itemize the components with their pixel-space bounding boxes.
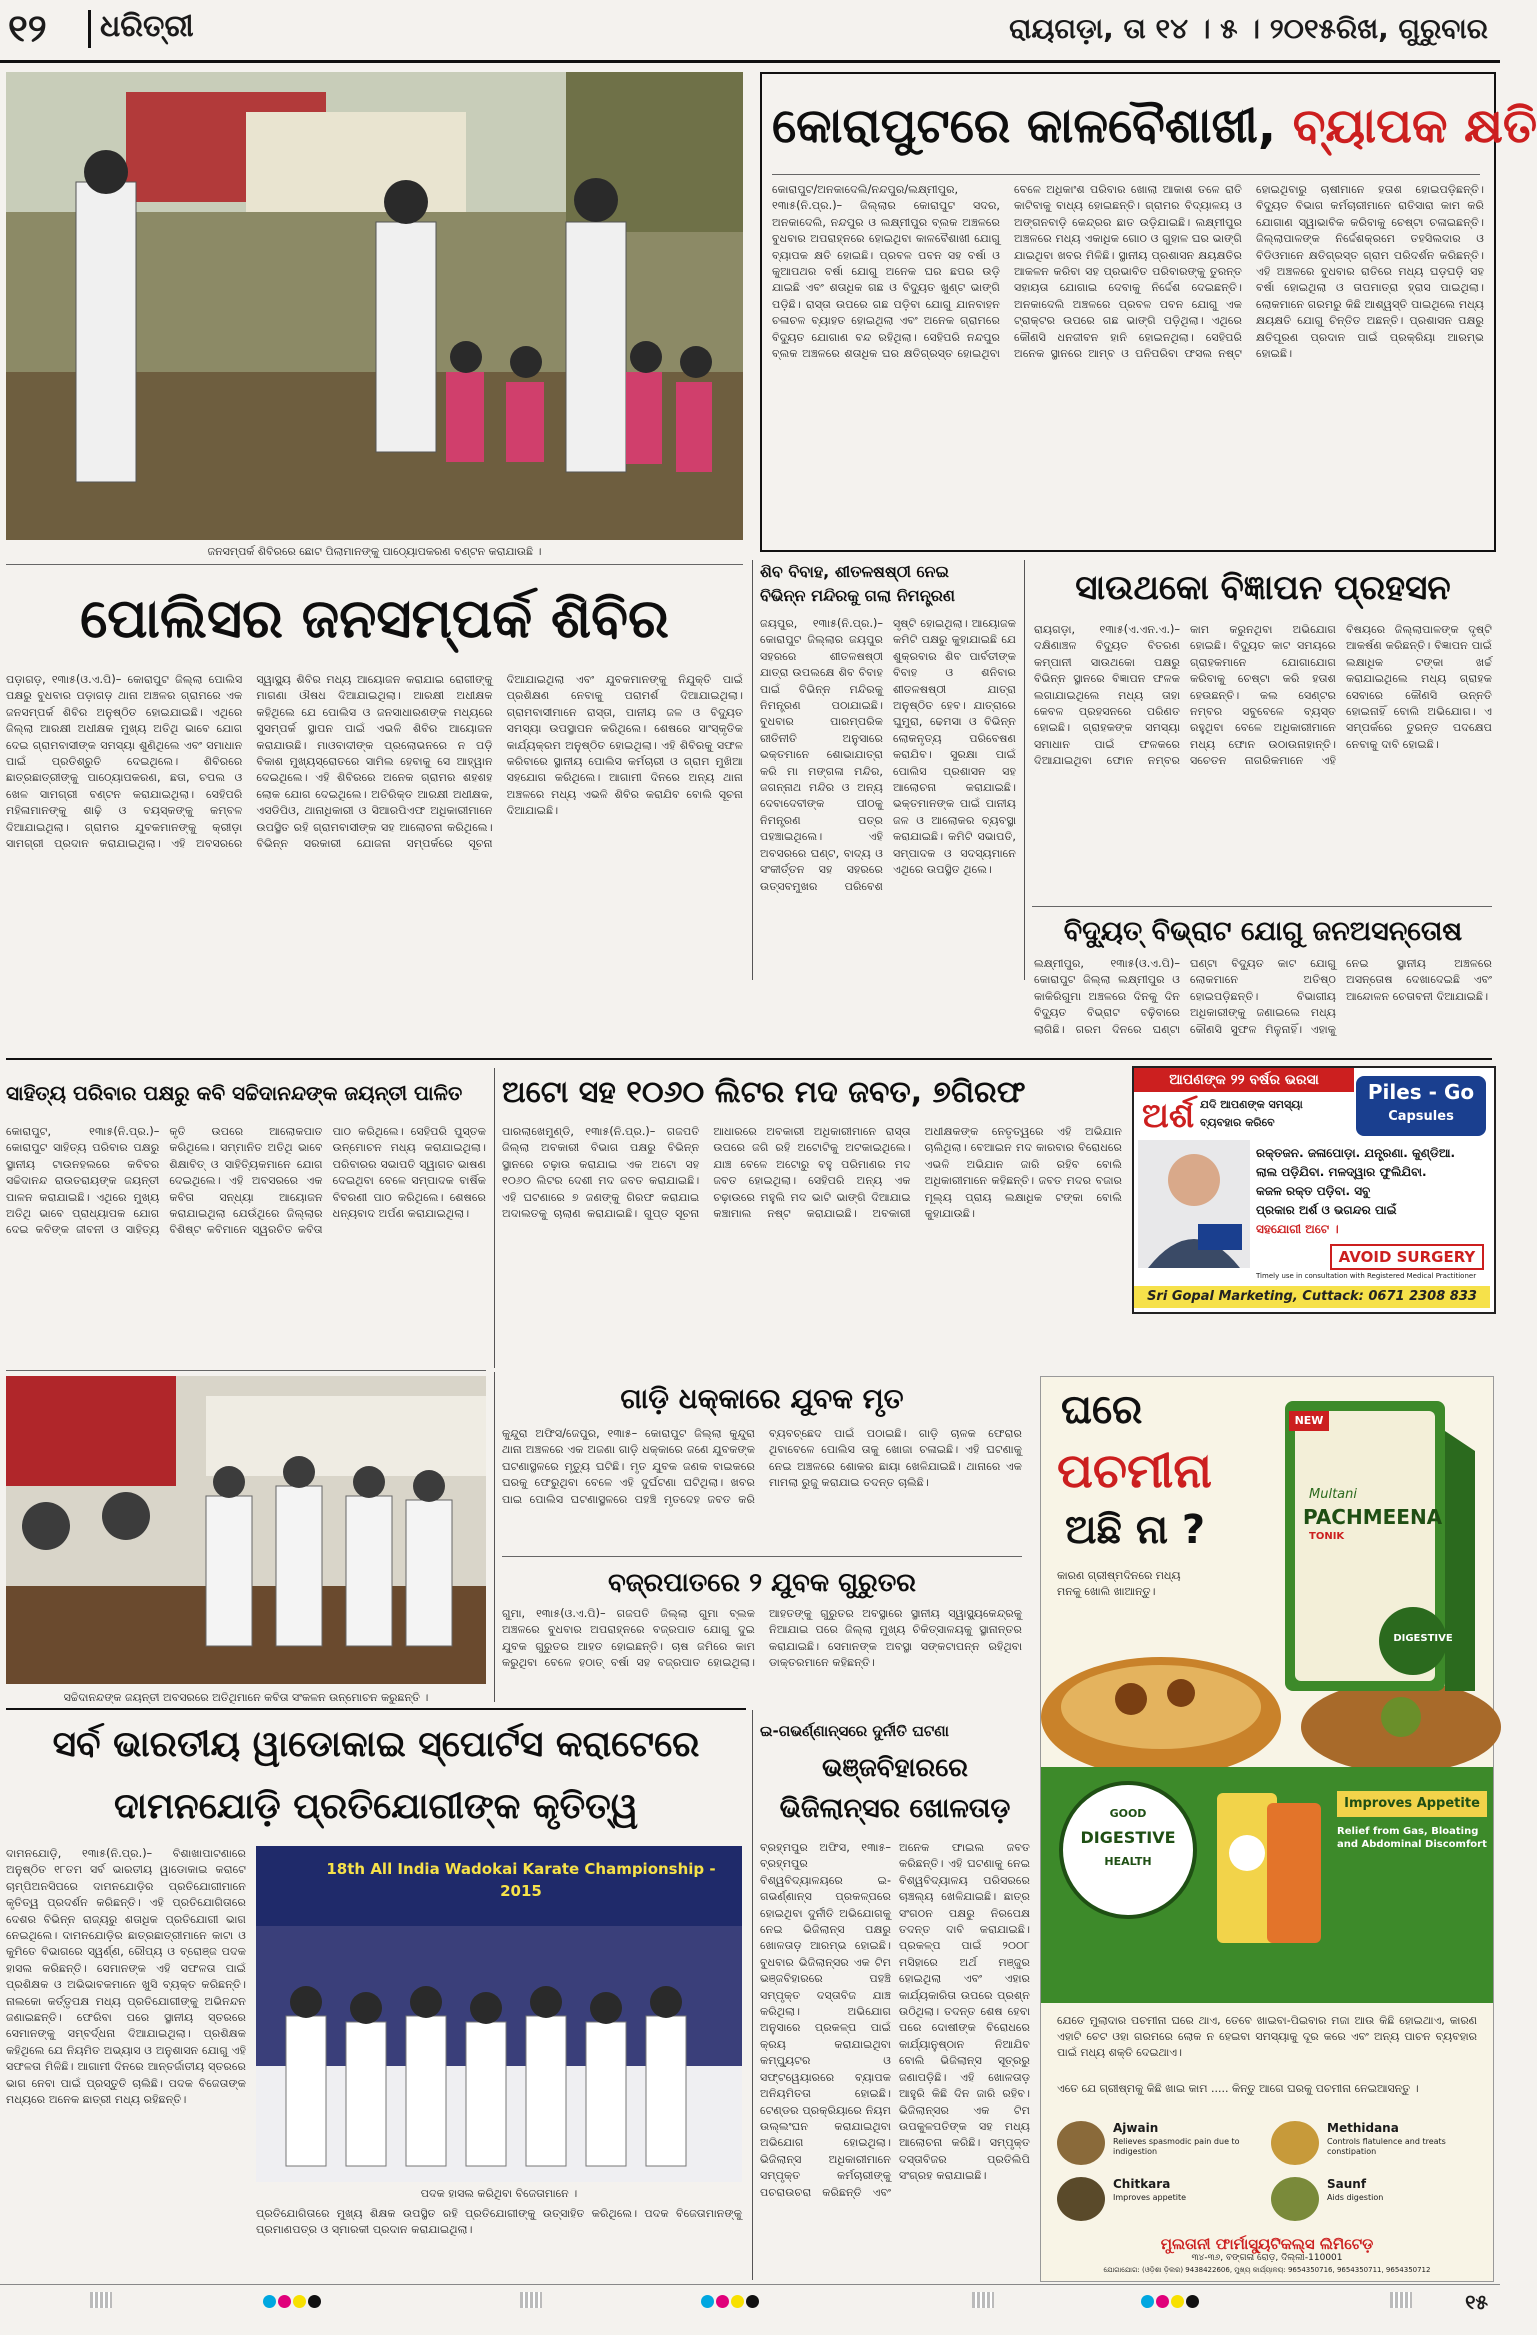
herb-ajwain-swatch [1057, 2121, 1105, 2165]
crop-mark-2 [520, 2292, 542, 2308]
karate-photo [256, 1846, 742, 2182]
piles-ad-distributor: Sri Gopal Marketing, Cuttack: 0671 2308 833 [1134, 1286, 1490, 1308]
pachmeena-body2: ଏତେ ଯେ ଗ୍ରୀଷ୍ମକୁ କିଛି ଖାଇ କାମ ..... କିନ୍ତୁ ଆଗେ ଘରକୁ ପଚମୀନା ନେଇଆସନ୍ତୁ । [1057, 2082, 1419, 2095]
piles-ad-brand-box [1356, 1076, 1486, 1136]
sahitya-photo [6, 1376, 486, 1684]
pachmeena-address: ୩୪-୩୬, ବଙ୍ଗଳା ରୋଡ଼, ଦିଲ୍ଲୀ-110001 [1191, 2253, 1343, 2263]
karate-headline [6, 1714, 746, 1840]
footer-page-number: ୧୫ [1465, 2290, 1488, 2314]
color-registration-mark-1 [262, 2293, 322, 2312]
piles-ad-sub1: ଯଦି ଆପଣଙ୍କ ସମସ୍ୟା [1200, 1098, 1303, 1111]
power-headline: ବିଦ୍ୟୁତ୍‌ ବିଭ୍ରାଟ ଯୋଗୁ ଜନଅସନ୍ତୋଷ [1063, 916, 1463, 947]
piles-ad-symptom-3: କଜଳ ରକ୍ତ ପଡ଼ିବା. ସବୁ [1256, 1184, 1371, 1198]
masthead-rule [0, 60, 1500, 63]
pachmeena-seal-2: GOOD [1109, 1807, 1147, 1820]
karate-photo-banner: 18th All India Wadokai Karate Championship - 2015 [326, 1860, 716, 1900]
herb-chitkara-swatch [1057, 2177, 1105, 2221]
col-divider-right [1024, 560, 1025, 980]
herb-methidana [1271, 2117, 1477, 2169]
pachmeena-contact: ଯୋଗାଯୋଗ: (ଓଡ଼ିଶା ଡ଼ିଲର) 9438422606, ମୁଖ୍ୟ କାର୍ଯ୍ୟାଳୟ: 9654350716, 9654350711, 9654350712 [1103, 2266, 1431, 2274]
pachmeena-brand-2: PACHMEENA [1303, 1505, 1443, 1529]
police-camp-photo [6, 72, 743, 540]
karate-body2: ପ୍ରତିଯୋଗିତାରେ ମୁଖ୍ୟ ଶିକ୍ଷକ ଉପସ୍ଥିତ ରହି ପ୍ରତିଯୋଗୀଙ୍କୁ ଉତ୍ସାହିତ କରିଥିଲେ। ପଦକ ବିଜେତାମାନଙ୍କୁ ପ୍ରମାଣପତ୍ର ଓ ସ୍ମାରକୀ ପ୍ରଦାନ କରାଯାଇଥିଲା। [256, 2207, 742, 2237]
pachmeena-brand-1: Multani [1309, 1487, 1357, 1502]
pachmeena-tag-new: NEW [1289, 1411, 1329, 1431]
accident-headline: ଗାଡ଼ି ଧକ୍କାରେ ଯୁବକ ମୃତ [620, 1382, 904, 1415]
paper-name: ଧରିତ୍ରୀ [100, 9, 194, 44]
piles-ad-symbol: ଅର୍ଶ [1142, 1096, 1195, 1136]
middle-section-rule [6, 1058, 1492, 1060]
pachmeena-herbs [1057, 2117, 1477, 2227]
pachmeena-sub-1: କାରଣ ଗ୍ରୀଷ୍ମଦିନରେ ମଧ୍ୟ [1057, 1569, 1181, 1582]
herb-chitkara [1057, 2173, 1263, 2225]
herb-saunf-name: Saunf [1327, 2177, 1367, 2191]
shiva-body: ଜୟପୁର, ୧୩ା୫(ନି.ପ୍ର.)– କୋରାପୁଟ ଜିଲ୍ଲାର ଜୟପୁର ସହରରେ ଶୀତଳଷଷ୍ଠୀ ଯାତ୍ରା ଉପଲକ୍ଷେ ଶିବ ବିବାହ ପାଇଁ ବିଭିନ୍ନ ମନ୍ଦିରକୁ ନିମନ୍ତ୍ରଣ ପଠାଯାଇଛି। ବୁଧବାର ପାରମ୍ପରିକ ରୀତିନୀତି ଅନୁସାରେ ଭକ୍ତମାନେ ଶୋଭାଯାତ୍ରା କରି ମା ମଙ୍ଗଳା ମନ୍ଦିର, ଜଗନ୍ନାଥ ମନ୍ଦିର ଓ ଅନ୍ୟ ଦେବାଦେବୀଙ୍କ ପୀଠକୁ ନିମନ୍ତ୍ରଣ ପତ୍ର ପହଞ୍ଚାଇଥିଲେ। ଏହି ଅବସରରେ ଘଣ୍ଟ, ବାଦ୍ୟ ଓ ସଂକୀର୍ତ୍ତନ ସହ ସହରରେ ଉତ୍ସବମୁଖର ପରିବେଶ ସୃଷ୍ଟି ହୋଇଥିଲା। ଆୟୋଜକ କମିଟି ପକ୍ଷରୁ କୁହାଯାଇଛି ଯେ ଶୁକ୍ରବାର ଶିବ ପାର୍ବତୀଙ୍କ ବିବାହ ଓ ଶନିବାର ଶୀତଳଷଷ୍ଠୀ ଯାତ୍ରା ଅନୁଷ୍ଠିତ ହେବ। ଯାତ୍ରାରେ ଘୁମୁରା, ଢେମସା ଓ ବିଭିନ୍ନ ଲୋକନୃତ୍ୟ ପରିବେଷଣ କରାଯିବ। ସୁରକ୍ଷା ପାଇଁ ପୋଲିସ ପ୍ରଶାସନ ସହ ଆଲୋଚନା କରାଯାଇଛି। ଭକ୍ତମାନଙ୍କ ପାଇଁ ପାନୀୟ ଜଳ ଓ ଆଲୋକର ବ୍ୟବସ୍ଥା କରାଯାଇଛି। କମିଟି ସଭାପତି, ସମ୍ପାଦକ ଓ ସଦସ୍ୟମାନେ ଏଥିରେ ଉପସ୍ଥିତ ଥିଲେ। [760, 617, 1016, 893]
police-camp-body: ପଡ଼ାଗଡ଼, ୧୩ା୫(ଓ.ଏ.ପି)– କୋରାପୁଟ ଜିଲ୍ଲା ପୋଲିସ ପକ୍ଷରୁ ବୁଧବାର ପଡ଼ାଗଡ଼ ଥାନା ଅଞ୍ଚଳର ଗ୍ରାମରେ ଏକ ଜନସମ୍ପର୍କ ଶିବିର ଅନୁଷ୍ଠିତ ହୋଇଯାଇଛି। ଏଥିରେ ଜିଲ୍ଲା ଆରକ୍ଷୀ ଅଧୀକ୍ଷକ ମୁଖ୍ୟ ଅତିଥି ଭାବେ ଯୋଗ ଦେଇ ଗ୍ରାମବାସୀଙ୍କ ସମସ୍ୟା ଶୁଣିଥିଲେ ଏବଂ ସମାଧାନ ପାଇଁ ପ୍ରତିଶ୍ରୁତି ଦେଇଥିଲେ। ଶିବିରରେ ଛାତ୍ରଛାତ୍ରୀଙ୍କୁ ପାଠ୍ୟୋପକରଣ, ଛତା, ଚପଲ ଓ ଖେଳ ସାମଗ୍ରୀ ବଣ୍ଟନ କରାଯାଇଥିଲା। ସେହିପରି ମହିଳାମାନଙ୍କୁ ଶାଢ଼ି ଓ ବୟସ୍କଙ୍କୁ କମ୍ବଳ ଦିଆଯାଇଥିଲା। ଗ୍ରାମର ଯୁବକମାନଙ୍କୁ କ୍ରୀଡ଼ା ସାମଗ୍ରୀ ପ୍ରଦାନ କରାଯାଇଥିଲା। ଏହି ଅବସରରେ ସ୍ୱାସ୍ଥ୍ୟ ଶିବିର ମଧ୍ୟ ଆୟୋଜନ କରାଯାଇ ରୋଗୀଙ୍କୁ ମାଗଣା ଔଷଧ ଦିଆଯାଇଥିଲା। ଆରକ୍ଷୀ ଅଧୀକ୍ଷକ କହିଥିଲେ ଯେ ପୋଲିସ ଓ ଜନସାଧାରଣଙ୍କ ମଧ୍ୟରେ ସୁସମ୍ପର୍କ ସ୍ଥାପନ ପାଇଁ ଏଭଳି ଶିବିର ଆୟୋଜନ କରାଯାଉଛି। ମାଓବାଦୀଙ୍କ ପ୍ରଲୋଭନରେ ନ ପଡ଼ି ବିକାଶ ମୁଖ୍ୟସ୍ରୋତରେ ସାମିଲ ହେବାକୁ ସେ ଆହ୍ୱାନ ଦେଇଥିଲେ। ଏହି ଶିବିରରେ ଅନେକ ଗ୍ରାମର ଶହଶହ ଲୋକ ଯୋଗ ଦେଇଥିଲେ। ଅତିରିକ୍ତ ଆରକ୍ଷୀ ଅଧୀକ୍ଷକ, ଏସଡିପିଓ, ଥାନାଧିକାରୀ ଓ ସିଆରପିଏଫ ଅଧିକାରୀମାନେ ଉପସ୍ଥିତ ରହି ଗ୍ରାମବାସୀଙ୍କ ସହ ଆଲୋଚନା କରିଥିଲେ। ବିଭିନ୍ନ ସରକାରୀ ଯୋଜନା ସମ୍ପର୍କରେ ସୂଚନା ଦିଆଯାଇଥିଲା ଏବଂ ଯୁବକମାନଙ୍କୁ ନିଯୁକ୍ତି ପାଇଁ ପ୍ରଶିକ୍ଷଣ ନେବାକୁ ପରାମର୍ଶ ଦିଆଯାଇଥିଲା। ଗ୍ରାମବାସୀମାନେ ରାସ୍ତା, ପାନୀୟ ଜଳ ଓ ବିଦ୍ୟୁତ ସମସ୍ୟା ଉପସ୍ଥାପନ କରିଥିଲେ। ଶେଷରେ ସାଂସ୍କୃତିକ କାର୍ଯ୍ୟକ୍ରମ ଅନୁଷ୍ଠିତ ହୋଇଥିଲା। ଏହି ଶିବିରକୁ ସଫଳ କରିବାରେ ସ୍ଥାନୀୟ ପୋଲିସ କର୍ମଚାରୀ ଓ ଗ୍ରାମ ମୁଖିଆ ସହଯୋଗ କରିଥିଲେ। ଆଗାମୀ ଦିନରେ ଅନ୍ୟ ଥାନା ଅଞ୍ଚଳରେ ମଧ୍ୟ ଏଭଳି ଶିବିର କରାଯିବ ବୋଲି ସୂଚନା ଦିଆଯାଇଛି। [6, 673, 743, 851]
shiva-headline-line2: ବିଭିନ୍ନ ମନ୍ଦିରକୁ ଗଲା ନିମନ୍ତ୍ରଣ [760, 586, 955, 605]
signboard-headline: ସାଉଥକୋ ବିଜ୍ଞାପନ ପ୍ରହସନ [1075, 568, 1451, 608]
col-divider-corruption [752, 1710, 753, 2280]
col-divider-accident [494, 1372, 495, 1702]
piles-ad-brand-sub: Capsules [1388, 1109, 1454, 1124]
pachmeena-bottle-image [1275, 1391, 1487, 1701]
piles-ad-symptom-1: ରକ୍ତଜନ. ଜଳାପୋଡ଼ା. ଯନ୍ତ୍ରଣା. କୁଣ୍ଡିଆ. [1256, 1146, 1455, 1160]
pachmeena-seal-4: HEALTH [1104, 1855, 1152, 1868]
cyclone-headline [772, 88, 1537, 164]
lightning-headline: ବଜ୍ରପାତରେ ୨ ଯୁବକ ଗୁରୁତର [607, 1568, 917, 1598]
piles-ad-symptom-4: ପ୍ରକାର ଅର୍ଶ ଓ ଭଗନ୍ଦର ପାଇଁ [1256, 1203, 1397, 1217]
karate-photo-caption: ପଦକ ହାସଲ କରିଥିବା ବିଜେତାମାନେ । [420, 2187, 578, 2200]
herb-ajwain [1057, 2117, 1263, 2169]
crop-mark-3 [972, 2292, 994, 2308]
lightning-top-rule [502, 1556, 1022, 1557]
liquor-headline: ଅଟୋ ସହ ୧୦୬୦ ଲିଟର ମଦ ଜବତ, ୭ଗିରଫ [502, 1075, 1026, 1110]
lightning-body: ଗୁମା, ୧୩ା୫(ଓ.ଏ.ପି)– ଗଜପତି ଜିଲ୍ଲା ଗୁମା ବ୍ଲକ ଅଞ୍ଚଳରେ ବୁଧବାର ଅପରାହ୍ନରେ ବଜ୍ରପାତ ଯୋଗୁ ଦୁଇ ଯୁବକ ଗୁରୁତର ଆହତ ହୋଇଛନ୍ତି। ଚାଷ ଜମିରେ କାମ କରୁଥିବା ବେଳେ ହଠାତ୍ ବର୍ଷା ସହ ବଜ୍ରପାତ ହୋଇଥିଲା। ଆହତଙ୍କୁ ଗୁରୁତର ଅବସ୍ଥାରେ ସ୍ଥାନୀୟ ସ୍ୱାସ୍ଥ୍ୟକେନ୍ଦ୍ରକୁ ନିଆଯାଇ ପରେ ଜିଲ୍ଲା ମୁଖ୍ୟ ଚିକିତ୍ସାଳୟକୁ ସ୍ଥାନାନ୍ତର କରାଯାଇଛି। ସେମାନଙ୍କ ଅବସ୍ଥା ସଙ୍କଟାପନ୍ନ ରହିଥିବା ଡାକ୍ତରମାନେ କହିଛନ୍ତି। [502, 1607, 1022, 1670]
piles-ad-symptom-5: ସହଯୋଗୀ ଅଟେ । [1256, 1222, 1339, 1236]
signboard-body: ରାୟଗଡ଼ା, ୧୩ା୫(ଏ.ଏନ.ଏ.)– ଦକ୍ଷିଣାଞ୍ଚଳ ବିଦ୍ୟୁତ ବିତରଣ କମ୍ପାନୀ ସାଉଥକୋ ପକ୍ଷରୁ ବିଭିନ୍ନ ସ୍ଥାନରେ ବିଜ୍ଞାପନ ଫଳକ ଲଗାଯାଇଥିଲେ ମଧ୍ୟ ତାହା କେବଳ ପ୍ରହସନରେ ପରିଣତ ହୋଇଛି। ଗ୍ରାହକଙ୍କ ସମସ୍ୟା ସମାଧାନ ପାଇଁ ଫଳକରେ ଦିଆଯାଇଥିବା ଫୋନ ନମ୍ବର କାମ କରୁନଥିବା ଅଭିଯୋଗ ହୋଇଛି। ବିଦ୍ୟୁତ କାଟ ସମୟରେ ଗ୍ରାହକମାନେ ଯୋଗାଯୋଗ କରିବାକୁ ଚେଷ୍ଟା କରି ହତାଶ ହେଉଛନ୍ତି। କଲ ସେଣ୍ଟର ନମ୍ବର ସବୁବେଳେ ବ୍ୟସ୍ତ ରହୁଥିବା ବେଳେ ଅଧିକାରୀମାନେ ମଧ୍ୟ ଫୋନ ଉଠାଉନାହାନ୍ତି। ସଚେତନ ନାଗରିକମାନେ ଏହି ବିଷୟରେ ଜିଲ୍ଲାପାଳଙ୍କ ଦୃଷ୍ଟି ଆକର୍ଷଣ କରିଛନ୍ତି। ବିଜ୍ଞାପନ ପାଇଁ ଲକ୍ଷାଧିକ ଟଙ୍କା ଖର୍ଚ୍ଚ କରାଯାଇଥିଲେ ମଧ୍ୟ ଗ୍ରାହକ ସେବାରେ କୌଣସି ଉନ୍ନତି ହୋଇନାହିଁ ବୋଲି ଅଭିଯୋଗ। ଏ ସମ୍ପର୍କରେ ତୁରନ୍ତ ପଦକ୍ଷେପ ନେବାକୁ ଦାବି ହୋଇଛି। [1034, 623, 1492, 768]
pachmeena-seal-digestive [1059, 1781, 1197, 1919]
corruption-headline-line1: ଭଞ୍ଜବିହାରରେ [822, 1753, 968, 1783]
piles-go-ad [1132, 1066, 1496, 1314]
herb-methidana-desc: Controls flatulence and treats constipation [1327, 2137, 1446, 2156]
pachmeena-seal-1: DIGESTIVE [1393, 1633, 1453, 1644]
page-number: ୧୨ [8, 6, 47, 50]
piles-ad-fine-print: Timely use in consultation with Registered Medical Practitioner [1256, 1272, 1477, 1280]
sahitya-body: କୋରାପୁଟ, ୧୩ା୫(ନି.ପ୍ର.)– କୋରାପୁଟ ସାହିତ୍ୟ ପରିବାର ପକ୍ଷରୁ ସ୍ଥାନୀୟ ଟାଉନହଲରେ କବିବର ସଚ୍ଚିଦାନନ୍ଦ ରାଉତରାୟଙ୍କ ଜୟନ୍ତୀ ପାଳନ କରାଯାଇଛି। ଏଥିରେ ମୁଖ୍ୟ ଅତିଥି ଭାବେ ପ୍ରାଧ୍ୟାପକ ଯୋଗ ଦେଇ କବିଙ୍କ ଜୀବନୀ ଓ ସାହିତ୍ୟ କୃତି ଉପରେ ଆଲୋକପାତ କରିଥିଲେ। ସମ୍ମାନିତ ଅତିଥି ଭାବେ ଶିକ୍ଷାବିତ୍ ଓ ସାହିତ୍ୟିକମାନେ ଯୋଗ ଦେଇଥିଲେ। ଏହି ଅବସରରେ ଏକ କବିତା ସନ୍ଧ୍ୟା ଆୟୋଜନ କରାଯାଇଥିଲା ଯେଉଁଥିରେ ଜିଲ୍ଲାର ବିଶିଷ୍ଟ କବିମାନେ ସ୍ୱରଚିତ କବିତା ପାଠ କରିଥିଲେ। ସେହିପରି ପୁସ୍ତକ ଉନ୍ମୋଚନ ମଧ୍ୟ କରାଯାଇଥିଲା। ପରିବାରର ସଭାପତି ସ୍ୱାଗତ ଭାଷଣ ଦେଇଥିବା ବେଳେ ସମ୍ପାଦକ ବାର୍ଷିକ ବିବରଣୀ ପାଠ କରିଥିଲେ। ଶେଷରେ ଧନ୍ୟବାଦ ଅର୍ପଣ କରାଯାଇଥିଲା। [6, 1125, 486, 1237]
pachmeena-headline-1: ଘରେ [1061, 1387, 1143, 1433]
cyclone-rule [772, 174, 1480, 175]
police-top-rule [6, 564, 743, 565]
pachmeena-body: ଯେତେ ମୁଲାଦାର ପଚମୀନା ଘରେ ଥାଏ, ତେବେ ଖାଇବା-ପିଇବାର ମଜା ଆଉ କିଛି ହୋଇଥାଏ, କାରଣ ଏହାଟି ଚେଟ ଓହା ଗରମରେ ଲୋକ ନ ହେଇବା ସମସ୍ୟାକୁ ଦୂର କରେ ଏବଂ ଅନ୍ୟ ପାଚନ ବ୍ୟବହାର ପାଇଁ ମଧ୍ୟ ଶକ୍ତି ଦେଇଥାଏ। [1057, 2014, 1477, 2059]
crop-mark-4 [1390, 2292, 1412, 2308]
piles-ad-symptom-2: ଲାଲ ପଡ଼ିଯିବା. ମଳଦ୍ୱାର ଫୁଲିଯିବା. [1256, 1165, 1427, 1179]
herb-methidana-name: Methidana [1327, 2121, 1399, 2135]
col-divider-liquor [494, 1068, 495, 1368]
pachmeena-seal-3: DIGESTIVE [1080, 1828, 1176, 1847]
dateline: ରାୟଗଡ଼ା, ତା ୧୪ । ୫ । ୨୦୧୫ରିଖ, ଗୁରୁବାର [1009, 12, 1488, 45]
pachmeena-relief: Relief from Gas, Bloating and Abdominal Discomfort [1337, 1826, 1487, 1850]
color-registration-mark-3 [1140, 2293, 1200, 2312]
corruption-body: ବ୍ରହ୍ମପୁର ଅଫିସ, ୧୩ା୫– ବ୍ରହ୍ମପୁର ବିଶ୍ୱବିଦ୍ୟାଳୟରେ ଇ-ଗଭର୍ଣ୍ଣାନ୍ସ ପ୍ରକଳ୍ପରେ ହୋଇଥିବା ଦୁର୍ନୀତି ଅଭିଯୋଗକୁ ନେଇ ଭିଜିଲାନ୍ସ ପକ୍ଷରୁ ଖୋଳତାଡ଼ ଆରମ୍ଭ ହୋଇଛି। ବୁଧବାର ଭିଜିଲାନ୍ସର ଏକ ଟିମ ଭଞ୍ଜବିହାରରେ ପହଞ୍ଚି ସମ୍ପୃକ୍ତ ଦସ୍ତାବିଜ ଯାଞ୍ଚ କରିଥିଲା। ଅଭିଯୋଗ ଅନୁସାରେ ପ୍ରକଳ୍ପ ପାଇଁ କ୍ରୟ କରାଯାଇଥିବା କମ୍ପ୍ୟୁଟର ଓ ସଫ୍ଟୱେୟାରରେ ବ୍ୟାପକ ଅନିୟମିତତା ହୋଇଛି। ଟେଣ୍ଡର ପ୍ରକ୍ରିୟାରେ ନିୟମ ଉଲ୍ଲଂଘନ କରାଯାଇଥିବା ଅଭିଯୋଗ ହୋଇଥିଲା। ଭିଜିଲାନ୍ସ ଅଧିକାରୀମାନେ ସମ୍ପୃକ୍ତ କର୍ମଚାରୀଙ୍କୁ ପଚରାଉଚରା କରିଛନ୍ତି ଏବଂ ଅନେକ ଫାଇଲ ଜବତ କରିଛନ୍ତି। ଏହି ଘଟଣାକୁ ନେଇ ବିଶ୍ୱବିଦ୍ୟାଳୟ ପରିସରରେ ଚାଞ୍ଚଲ୍ୟ ଖେଳିଯାଇଛି। ଛାତ୍ର ସଂଗଠନ ପକ୍ଷରୁ ନିରପେକ୍ଷ ତଦନ୍ତ ଦାବି କରାଯାଇଛି। ପ୍ରକଳ୍ପ ପାଇଁ ୨୦୦୮ ମସିହାରେ ଅର୍ଥ ମଞ୍ଜୁର ହୋଇଥିଲା ଏବଂ ଏହାର କାର୍ଯ୍ୟକାରିତା ଉପରେ ପ୍ରଶ୍ନ ଉଠିଥିଲା। ତଦନ୍ତ ଶେଷ ହେବା ପରେ ଦୋଷୀଙ୍କ ବିରୋଧରେ କାର୍ଯ୍ୟାନୁଷ୍ଠାନ ନିଆଯିବ ବୋଲି ଭିଜିଲାନ୍ସ ସୂତ୍ରରୁ ଜଣାପଡ଼ିଛି। ଏହି ଖୋଳତାଡ଼ ଆହୁରି କିଛି ଦିନ ଜାରି ରହିବ। ଭିଜିଲାନ୍ସର ଏକ ଟିମ ଉପକୁଳପତିଙ୍କ ସହ ମଧ୍ୟ ଆଲୋଚନା କରିଛି। ସମ୍ପୃକ୍ତ ଦସ୍ତାବିଜର ପ୍ରତିଲିପି ସଂଗ୍ରହ କରାଯାଇଛି। [760, 1841, 1030, 2199]
pachmeena-mascot-image [1207, 1783, 1327, 1963]
col-divider-mid [752, 560, 753, 980]
sahitya-photo-image [6, 1376, 486, 1684]
masthead-divider [88, 10, 91, 48]
herb-ajwain-desc: Relieves spasmodic pain due to indigestion [1113, 2137, 1240, 2156]
color-registration-mark-2 [700, 2293, 760, 2312]
police-camp-photo-image [6, 72, 743, 540]
police-camp-headline: ପୋଲିସର ଜନସମ୍ପର୍କ ଶିବିର [80, 587, 669, 650]
herb-ajwain-name: Ajwain [1113, 2121, 1159, 2135]
cyclone-body: କୋରାପୁଟ/ଅନକାଦେଲି/ନନ୍ଦପୁର/ଲକ୍ଷ୍ମୀପୁର, ୧୩ା୫(ନି.ପ୍ର.)– ଜିଲ୍ଲାର କୋରାପୁଟ ସଦର, ଅନକାଦେଲି, ନନ୍ଦପୁର ଓ ଲକ୍ଷ୍ମୀପୁର ବ୍ଲକ ଅଞ୍ଚଳରେ ବୁଧବାର ଅପରାହ୍ନରେ ହୋଇଥିବା କାଳବୈଶାଖୀ ଯୋଗୁ ବ୍ୟାପକ କ୍ଷତି ହୋଇଛି। ପ୍ରବଳ ପବନ ସହ ବର୍ଷା ଓ କୁଆପଥର ବର୍ଷା ଯୋଗୁ ଅନେକ ଘର ଛପର ଉଡ଼ି ଯାଇଛି ଏବଂ ଶତାଧିକ ଗଛ ଓ ବିଦ୍ୟୁତ ଖୁଣ୍ଟ ଭାଙ୍ଗି ପଡ଼ିଛି। ରାସ୍ତା ଉପରେ ଗଛ ପଡ଼ିବା ଯୋଗୁ ଯାନବାହନ ଚଳାଚଳ ବ୍ୟାହତ ହୋଇଥିଲା ଏବଂ ଅନେକ ଗ୍ରାମରେ ବିଦ୍ୟୁତ ଯୋଗାଣ ବନ୍ଦ ରହିଥିଲା। ସେହିପରି ନନ୍ଦପୁର ବ୍ଲକ ଅଞ୍ଚଳରେ ଶତାଧିକ ଘର କ୍ଷତିଗ୍ରସ୍ତ ହୋଇଥିବା ବେଳେ ଅଧିକାଂଶ ପରିବାର ଖୋଲା ଆକାଶ ତଳେ ରାତି କାଟିବାକୁ ବାଧ୍ୟ ହୋଇଛନ୍ତି। ଗ୍ରାମର ବିଦ୍ୟାଳୟ ଓ ଅଙ୍ଗନବାଡ଼ି କେନ୍ଦ୍ରର ଛାତ ଉଡ଼ିଯାଇଛି। ଲକ୍ଷ୍ମୀପୁର ଅଞ୍ଚଳରେ ମଧ୍ୟ ଏକାଧିକ ଗୋଠ ଓ ଗୁହାଳ ଘର ଭାଙ୍ଗି ଯାଇଥିବା ଖବର ମିଳିଛି। ସ୍ଥାନୀୟ ପ୍ରଶାସନ କ୍ଷୟକ୍ଷତିର ଆକଳନ କରିବା ସହ ପ୍ରଭାବିତ ପରିବାରଙ୍କୁ ତୁରନ୍ତ ସହାୟତା ଯୋଗାଇ ଦେବାକୁ ନିର୍ଦ୍ଦେଶ ଦେଇଛନ୍ତି। ଅନକାଦେଲି ଅଞ୍ଚଳରେ ପ୍ରବଳ ପବନ ଯୋଗୁ ଏକ ଟ୍ରାକ୍ଟର ଉପରେ ଗଛ ଭାଙ୍ଗି ପଡ଼ିଥିଲା। ଏଥିରେ କୌଣସି ଧନଜୀବନ ହାନି ହୋଇନଥିଲା। ସେହିପରି ଅନେକ ସ୍ଥାନରେ ଆମ୍ବ ଓ ପନିପରିବା ଫସଲ ନଷ୍ଟ ହୋଇଥିବାରୁ ଚାଷୀମାନେ ହତାଶ ହୋଇପଡ଼ିଛନ୍ତି। ବିଦ୍ୟୁତ ବିଭାଗ କର୍ମଚାରୀମାନେ ରାତିସାରା କାମ କରି ଯୋଗାଣ ସ୍ୱାଭାବିକ କରିବାକୁ ଚେଷ୍ଟା ଚଳାଇଛନ୍ତି। ଜିଲ୍ଲାପାଳଙ୍କ ନିର୍ଦ୍ଦେଶକ୍ରମେ ତହସିଲଦାର ଓ ବିଡିଓମାନେ କ୍ଷତିଗ୍ରସ୍ତ ଗ୍ରାମ ପରିଦର୍ଶନ କରିଛନ୍ତି। ଏହି ଅଞ୍ଚଳରେ ବୁଧବାର ରାତିରେ ମଧ୍ୟ ଘଡ଼ଘଡ଼ି ସହ ବର୍ଷା ହୋଇଥିଲା ଓ ତାପମାତ୍ରା ହ୍ରାସ ପାଇଥିଲା। ଲୋକମାନେ ଗରମରୁ କିଛି ଆଶ୍ୱସ୍ତି ପାଇଥିଲେ ମଧ୍ୟ କ୍ଷୟକ୍ଷତି ଯୋଗୁ ଚିନ୍ତିତ ଅଛନ୍ତି। ପ୍ରଶାସନ ପକ୍ଷରୁ କ୍ଷତିପୂରଣ ପ୍ରଦାନ ପାଇଁ ପ୍ରକ୍ରିୟା ଆରମ୍ଭ ହୋଇଛି। [772, 183, 1484, 361]
masthead [0, 0, 1500, 60]
karate-body: ଦାମନଯୋଡ଼ି, ୧୩ା୫(ନି.ପ୍ର.)– ବିଶାଖାପାଟଣାରେ ଅନୁଷ୍ଠିତ ୧୮ତମ ସର୍ବ ଭାରତୀୟ ୱାଡୋକାଇ କରାଟେ ଚାମ୍ପିଅନସିପରେ ଦାମନଯୋଡ଼ିର ପ୍ରତିଯୋଗୀମାନେ କୃତିତ୍ୱ ପ୍ରଦର୍ଶନ କରିଛନ୍ତି। ଏହି ପ୍ରତିଯୋଗିତାରେ ଦେଶର ବିଭିନ୍ନ ରାଜ୍ୟରୁ ଶତାଧିକ ପ୍ରତିଯୋଗୀ ଭାଗ ନେଇଥିଲେ। ଦାମନଯୋଡ଼ିର ଛାତ୍ରଛାତ୍ରୀମାନେ କାଟା ଓ କୁମିତେ ବିଭାଗରେ ସ୍ୱର୍ଣ୍ଣ, ରୌପ୍ୟ ଓ ବ୍ରୋଞ୍ଜ ପଦକ ହାସଲ କରିଛନ୍ତି। ସେମାନଙ୍କ ଏହି ସଫଳତା ପାଇଁ ପ୍ରଶିକ୍ଷକ ଓ ଅଭିଭାବକମାନେ ଖୁସି ବ୍ୟକ୍ତ କରିଛନ୍ତି। ନାଲକୋ କର୍ତ୍ତୃପକ୍ଷ ମଧ୍ୟ ପ୍ରତିଯୋଗୀଙ୍କୁ ଅଭିନନ୍ଦନ ଜଣାଇଛନ୍ତି। ଫେରିବା ପରେ ସ୍ଥାନୀୟ ସ୍ତରରେ ସେମାନଙ୍କୁ ସମ୍ବର୍ଦ୍ଧନା ଦିଆଯାଇଥିଲା। ପ୍ରଶିକ୍ଷକ କହିଥିଲେ ଯେ ନିୟମିତ ଅଭ୍ୟାସ ଓ ଅନୁଶାସନ ଯୋଗୁ ଏହି ସଫଳତା ମିଳିଛି। ଆଗାମୀ ଦିନରେ ଆନ୍ତର୍ଜାତୀୟ ସ୍ତରରେ ଭାଗ ନେବା ପାଇଁ ପ୍ରସ୍ତୁତି ଚାଲିଛି। ପଦକ ବିଜେତାଙ୍କ ମଧ୍ୟରେ ଅନେକ ଛାତ୍ରୀ ମଧ୍ୟ ରହିଛନ୍ତି। [6, 1847, 246, 2107]
herb-chitkara-name: Chitkara [1113, 2177, 1171, 2191]
pachmeena-company: ମୁଲତାନୀ ଫାର୍ମାସ୍ୟୁଟିକଲ୍ସ ଲିମିଟେଡ଼ [1160, 2235, 1374, 2253]
police-camp-caption: ଜନସମ୍ପର୍କ ଶିବିରରେ ଛୋଟ ପିଲାମାନଙ୍କୁ ପାଠ୍ୟୋପକରଣ ବଣ୍ଟନ କରାଯାଉଛି । [207, 545, 542, 558]
karate-headline-line1: ସର୍ବ ଭାରତୀୟ ୱାଡୋକାଇ ସ୍ପୋର୍ଟସ କରାଟେରେ [52, 1724, 700, 1765]
herb-chitkara-desc: Improves appetite [1113, 2193, 1187, 2202]
herb-saunf-swatch [1271, 2177, 1319, 2221]
herb-saunf-desc: Aids digestion [1327, 2193, 1384, 2202]
herb-saunf [1271, 2173, 1477, 2225]
liquor-body: ପାରଲାଖେମୁଣ୍ଡି, ୧୩ା୫(ନି.ପ୍ର.)– ଗଜପତି ଜିଲ୍ଲା ଅବକାରୀ ବିଭାଗ ପକ୍ଷରୁ ବିଭିନ୍ନ ସ୍ଥାନରେ ଚଢ଼ାଉ କରାଯାଇ ଏକ ଅଟୋ ସହ ୧୦୬୦ ଲିଟର ଦେଶୀ ମଦ ଜବତ କରାଯାଇଛି। ଏହି ଘଟଣାରେ ୭ ଜଣଙ୍କୁ ଗିରଫ କରାଯାଇ ଅଦାଲତକୁ ଚାଲାଣ କରାଯାଇଛି। ଗୁପ୍ତ ସୂଚନା ଆଧାରରେ ଅବକାରୀ ଅଧିକାରୀମାନେ ରାସ୍ତା ଉପରେ ଜଗି ରହି ଅଟୋଟିକୁ ଅଟକାଇଥିଲେ। ଯାଞ୍ଚ ବେଳେ ଅଟୋରୁ ବହୁ ପରିମାଣର ମଦ ଜବତ ହୋଇଥିଲା। ସେହିପରି ଅନ୍ୟ ଏକ ଚଢ଼ାଉରେ ମହୁଲି ମଦ ଭାଟି ଭାଙ୍ଗି ଦିଆଯାଇ କଞ୍ଚାମାଲ ନଷ୍ଟ କରାଯାଇଛି। ଅବକାରୀ ଅଧୀକ୍ଷକଙ୍କ ନେତୃତ୍ୱରେ ଏହି ଅଭିଯାନ ଚାଲିଥିଲା। ବେଆଇନ ମଦ କାରବାର ବିରୋଧରେ ଏଭଳି ଅଭିଯାନ ଜାରି ରହିବ ବୋଲି ଅଧିକାରୀମାନେ କହିଛନ୍ତି। ଜବତ ମଦର ବଜାର ମୂଲ୍ୟ ପ୍ରାୟ ଲକ୍ଷାଧିକ ଟଙ୍କା ବୋଲି କୁହାଯାଉଛି। [502, 1125, 1122, 1221]
karate-top-rule [6, 1708, 746, 1710]
sahitya-headline: ସାହିତ୍ୟ ପରିବାର ପକ୍ଷରୁ କବି ସଚ୍ଚିଦାନନ୍ଦଙ୍କ ଜୟନ୍ତୀ ପାଳିତ [6, 1081, 463, 1105]
sahitya-photo-top-rule [6, 1370, 486, 1371]
pachmeena-brand-3: TONIK [1309, 1531, 1345, 1542]
power-body: ଲକ୍ଷ୍ମୀପୁର, ୧୩ା୫(ଓ.ଏ.ପି)– କୋରାପୁଟ ଜିଲ୍ଲା ଲକ୍ଷ୍ମୀପୁର ଓ କାକିରିଗୁମା ଅଞ୍ଚଳରେ ଦିନକୁ ଦିନ ବିଦ୍ୟୁତ ବିଭ୍ରାଟ ବଢ଼ିବାରେ ଲାଗିଛି। ଗରମ ଦିନରେ ଘଣ୍ଟା ଘଣ୍ଟା ବିଦ୍ୟୁତ କାଟ ଯୋଗୁ ଲୋକମାନେ ଅତିଷ୍ଠ ହୋଇପଡ଼ିଛନ୍ତି। ବିଭାଗୀୟ ଅଧିକାରୀଙ୍କୁ ଜଣାଇଲେ ମଧ୍ୟ କୌଣସି ସୁଫଳ ମିଳୁନାହିଁ। ଏହାକୁ ନେଇ ସ୍ଥାନୀୟ ଅଞ୍ଚଳରେ ଅସନ୍ତୋଷ ଦେଖାଦେଇଛି ଏବଂ ଆନ୍ଦୋଳନ ଚେତାବନୀ ଦିଆଯାଇଛି। [1034, 957, 1492, 1036]
piles-ad-slogan: AVOID SURGERY [1330, 1244, 1484, 1270]
pachmeena-headline-3: ଅଛି ନା ? [1065, 1507, 1206, 1553]
accident-body: କୁନ୍ଦୁରା ଅଫିସ/ଜେପୁର, ୧୩ା୫– କୋରାପୁଟ ଜିଲ୍ଲା କୁନ୍ଦୁରା ଥାନା ଅଞ୍ଚଳରେ ଏକ ଅଜଣା ଗାଡ଼ି ଧକ୍କାରେ ଜଣେ ଯୁବକଙ୍କ ଘଟଣାସ୍ଥଳରେ ମୃତ୍ୟୁ ଘଟିଛି। ମୃତ ଯୁବକ ଜଣକ ବାଇକରେ ଘରକୁ ଫେରୁଥିବା ବେଳେ ଏହି ଦୁର୍ଘଟଣା ଘଟିଥିଲା। ଖବର ପାଇ ପୋଲିସ ଘଟଣାସ୍ଥଳରେ ପହଞ୍ଚି ମୃତଦେହ ଜବତ କରି ବ୍ୟବଚ୍ଛେଦ ପାଇଁ ପଠାଇଛି। ଗାଡ଼ି ଚାଳକ ଫେରାର ଥିବାବେଳେ ପୋଲିସ ତାକୁ ଖୋଜା ଚଳାଇଛି। ଏହି ଘଟଣାକୁ ନେଇ ଅଞ୍ଚଳରେ ଶୋକର ଛାୟା ଖେଳିଯାଇଛି। ଥାନାରେ ଏକ ମାମଲା ରୁଜୁ କରାଯାଇ ତଦନ୍ତ ଚାଲିଛି। [502, 1427, 1022, 1506]
pachmeena-improves: Improves Appetite [1337, 1791, 1487, 1817]
piles-ad-brand: Piles - Go [1367, 1080, 1475, 1104]
footer-rule [0, 2284, 1500, 2285]
herb-methidana-swatch [1271, 2121, 1319, 2165]
piles-ad-banner: ଆପଣଙ୍କ ୨୨ ବର୍ଷର ଭରସା [1134, 1068, 1354, 1092]
karate-headline-line2: ଦାମନଯୋଡ଼ି ପ୍ରତିଯୋଗୀଙ୍କ କୃତିତ୍ୱ [113, 1786, 639, 1827]
cyclone-headline-main: କୋରାପୁଟରେ କାଳବୈଶାଖୀ, [772, 98, 1277, 154]
corruption-headline-line2: ଭିଜିଲାନ୍ସର ଖୋଳତାଡ଼ [779, 1793, 1011, 1824]
cyclone-headline-accent: ବ୍ୟାପକ କ୍ଷତି [1292, 98, 1537, 154]
pachmeena-headline-2: ପଚମୀନା [1057, 1443, 1212, 1499]
piles-ad-sub2: ବ୍ୟବହାର କରିବେ [1200, 1116, 1275, 1129]
sahitya-photo-caption: ସଚ୍ଚିଦାନନ୍ଦଙ୍କ ଜୟନ୍ତୀ ଅବସରରେ ଅତିଥିମାନେ କବିତା ସଂକଳନ ଉନ୍ମୋଚନ କରୁଛନ୍ତି । [63, 1691, 429, 1704]
crop-mark-1 [90, 2292, 112, 2308]
pachmeena-ad [1040, 1376, 1494, 2282]
shiva-headline-line1: ଶିବ ବିବାହ, ଶୀତଳଷଷ୍ଠୀ ନେଇ [760, 562, 949, 581]
piles-ad-doctor-image [1138, 1140, 1250, 1268]
piles-ad-symptoms [1256, 1144, 1490, 1239]
power-top-rule [1032, 906, 1492, 907]
pachmeena-sub-2: ମନକୁ ଖୋଲି ଖାଆନ୍ତୁ। [1057, 1585, 1156, 1598]
corruption-kicker: ଇ-ଗଭର୍ଣ୍ଣାନ୍ସରେ ଦୁର୍ନୀତି ଘଟଣା [760, 1722, 949, 1740]
